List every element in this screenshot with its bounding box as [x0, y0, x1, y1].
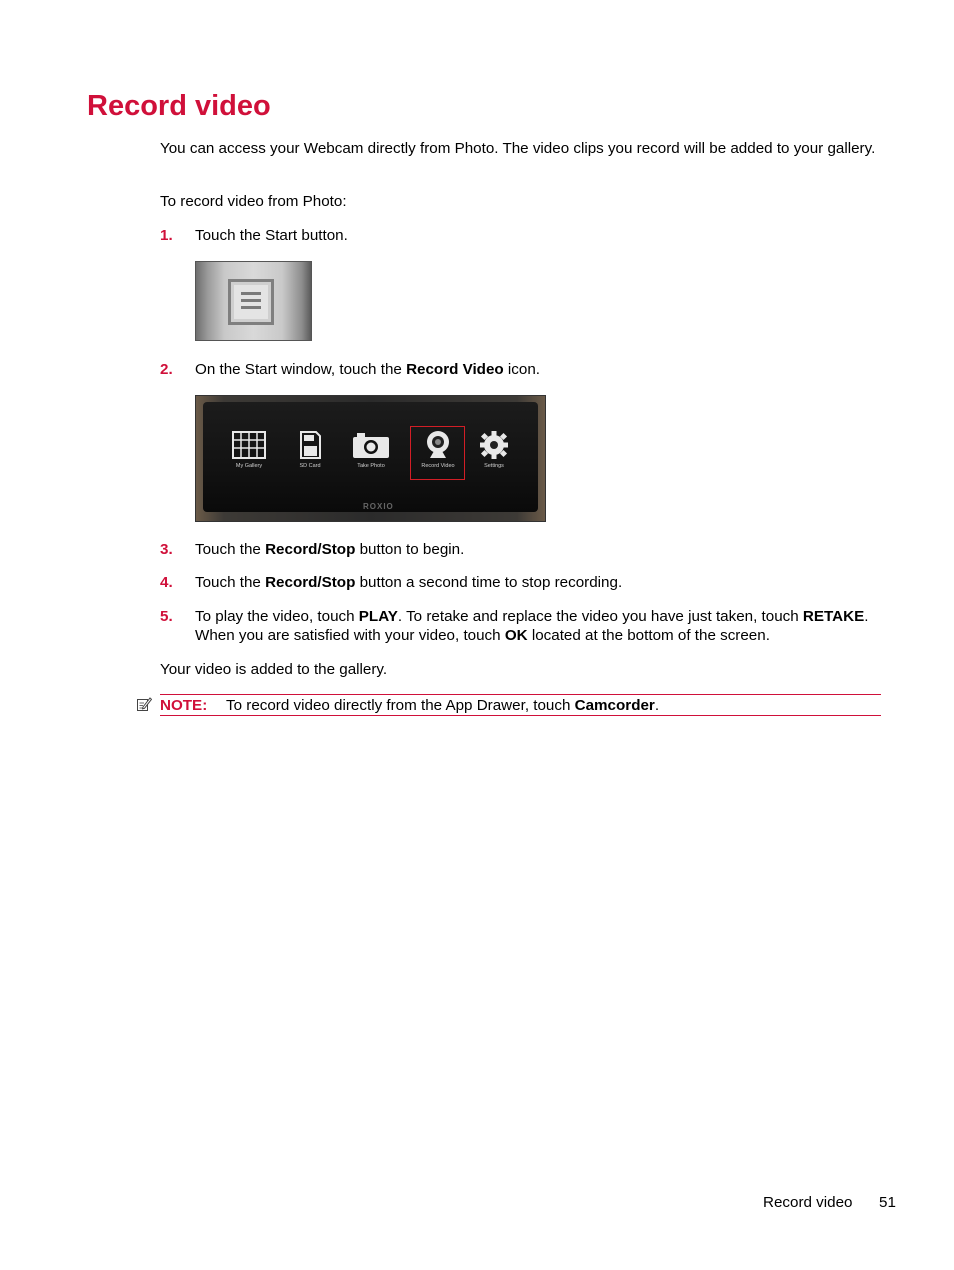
- footer-page-number: 51: [879, 1194, 896, 1211]
- step-number: 1.: [160, 227, 173, 244]
- note-box: [160, 694, 881, 716]
- page-title: Record video: [87, 90, 271, 122]
- note-text: To record video directly from the App Drawer, touch Camcorder.: [226, 697, 660, 714]
- record-video-selection-highlight: [410, 426, 465, 480]
- note-pencil-icon: [136, 696, 152, 712]
- start-icon: [228, 279, 274, 325]
- settings-gear-icon: Settings: [471, 430, 517, 469]
- step-number: 5.: [160, 608, 173, 625]
- step-text: To play the video, touch PLAY. To retake and replace the video you have just taken, touch RETAKE. When you are satisfied with your video, touch OK located at the bottom of the screen.: [195, 608, 869, 644]
- note-label: NOTE:: [160, 697, 208, 714]
- footer-section: Record video: [763, 1194, 853, 1211]
- step-number: 4.: [160, 574, 173, 591]
- start-button-image: [195, 261, 312, 341]
- start-window-image: [195, 395, 546, 522]
- intro-paragraph: You can access your Webcam directly from Photo. The video clips you record will be added to your gallery.: [160, 140, 876, 157]
- step-text: Touch the Record/Stop button a second time to stop recording.: [195, 574, 623, 591]
- step-text: Touch the Record/Stop button to begin.: [195, 541, 465, 558]
- step-number: 2.: [160, 361, 173, 378]
- step-number: 3.: [160, 541, 173, 558]
- outro-paragraph: Your video is added to the gallery.: [160, 661, 388, 678]
- sd-card-icon: SD Card: [287, 430, 333, 469]
- take-photo-icon: Take Photo: [348, 430, 394, 469]
- my-gallery-icon: My Gallery: [226, 430, 272, 469]
- roxio-logo: ROXIO: [363, 502, 394, 511]
- lead-paragraph: To record video from Photo:: [160, 193, 347, 210]
- step-text: On the Start window, touch the Record Video icon.: [195, 361, 540, 378]
- record-video-icon: Record Video: [415, 430, 461, 469]
- step-text: Touch the Start button.: [195, 227, 348, 244]
